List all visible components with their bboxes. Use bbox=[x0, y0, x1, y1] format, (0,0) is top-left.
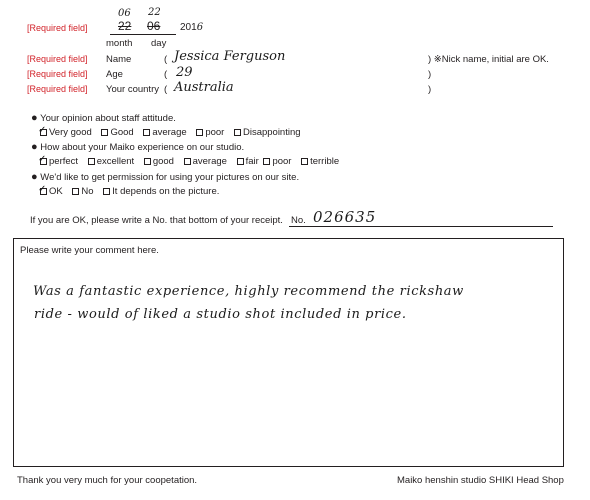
comment-box[interactable] bbox=[13, 238, 564, 467]
q2-option-excellent[interactable]: excellent bbox=[88, 156, 135, 167]
name-label: Name bbox=[106, 54, 132, 65]
country-value[interactable]: Australia bbox=[174, 80, 234, 95]
date-year bbox=[180, 22, 203, 33]
q3-checkbox-depends[interactable] bbox=[103, 188, 110, 195]
country-label: Your country bbox=[106, 84, 159, 95]
q2-option-good[interactable]: good bbox=[144, 156, 174, 167]
comment-line-1[interactable]: Was a fantastic experience, highly recommend the rickshaw bbox=[33, 284, 464, 299]
country-close-paren: ) bbox=[428, 84, 432, 95]
q3-checkbox-ok[interactable] bbox=[38, 184, 47, 195]
q2-option-terrible[interactable]: terrible bbox=[301, 156, 339, 167]
required-label-country: [Required field] bbox=[27, 84, 88, 94]
q2-option-perfect[interactable]: ✓ perfect bbox=[38, 154, 79, 167]
receipt-no-value[interactable]: 026635 bbox=[313, 208, 377, 226]
month-label: month bbox=[106, 38, 133, 49]
q3-question bbox=[31, 171, 299, 183]
q1-checkbox-poor[interactable] bbox=[196, 129, 203, 136]
q2-options bbox=[40, 156, 346, 167]
q1-option-poor[interactable]: poor bbox=[196, 127, 224, 138]
comment-prompt: Please write your comment here. bbox=[20, 245, 159, 256]
name-note: ) ※Nick name, initial are OK. bbox=[428, 54, 549, 65]
q1-options bbox=[40, 127, 308, 138]
age-close-paren: ) bbox=[428, 69, 432, 80]
q3-option-no[interactable]: No bbox=[72, 186, 93, 197]
day-label: day bbox=[151, 38, 167, 49]
q1-option-good[interactable]: Good bbox=[101, 127, 133, 138]
q2-checkbox-excellent[interactable] bbox=[88, 158, 95, 165]
q1-checkbox-average[interactable] bbox=[143, 129, 150, 136]
q1-check-mark: ✓ bbox=[38, 125, 47, 136]
date-day-printed: 06 bbox=[147, 19, 161, 33]
q1-checkbox-very-good[interactable] bbox=[38, 125, 47, 136]
required-label-age: [Required field] bbox=[27, 69, 88, 79]
age-open-paren: ( bbox=[164, 69, 168, 80]
receipt-instruction: If you are OK, please write a No. that bottom of your receipt. bbox=[30, 215, 283, 226]
q1-option-disappointing[interactable]: Disappointing bbox=[234, 127, 301, 138]
q3-bullet: ● bbox=[31, 171, 38, 183]
footer-thanks: Thank you very much for your coopetation. bbox=[17, 475, 198, 486]
country-open-paren: ( bbox=[164, 84, 168, 95]
q2-question bbox=[31, 141, 244, 153]
required-label-name: [Required field] bbox=[27, 54, 88, 64]
date-day-written: 22 bbox=[148, 7, 161, 18]
q1-bullet: ● bbox=[31, 112, 38, 124]
q2-checkbox-average[interactable] bbox=[184, 158, 191, 165]
name-open-paren: ( bbox=[164, 54, 168, 65]
q1-question-text: Your opinion about staff attitude. bbox=[40, 113, 176, 124]
q1-checkbox-good[interactable] bbox=[101, 129, 108, 136]
q3-checkbox-no[interactable] bbox=[72, 188, 79, 195]
q2-checkbox-perfect[interactable] bbox=[38, 154, 47, 165]
q1-option-very-good[interactable]: ✓ Very good bbox=[38, 125, 92, 138]
q3-option-ok[interactable]: ✓ OK bbox=[38, 184, 63, 197]
q2-checkbox-fair[interactable] bbox=[237, 158, 244, 165]
q3-option-depends[interactable]: It depends on the picture. bbox=[103, 186, 219, 197]
q3-check-mark: ✓ bbox=[38, 184, 47, 195]
q2-checkbox-poor[interactable] bbox=[263, 158, 270, 165]
age-value[interactable]: 29 bbox=[176, 65, 193, 80]
q1-checkbox-disappointing[interactable] bbox=[234, 129, 241, 136]
q2-bullet: ● bbox=[31, 141, 38, 153]
q2-option-poor[interactable]: poor bbox=[263, 156, 291, 167]
date-year-printed: 201 bbox=[180, 22, 197, 33]
age-label: Age bbox=[106, 69, 123, 80]
receipt-underline bbox=[289, 226, 553, 227]
q2-question-text: How about your Maiko experience on our studio. bbox=[40, 142, 245, 153]
q2-checkbox-terrible[interactable] bbox=[301, 158, 308, 165]
q3-question-text: We'd like to get permission for using your pictures on our site. bbox=[40, 172, 300, 183]
required-label-date: [Required field] bbox=[27, 23, 88, 33]
date-underline bbox=[110, 34, 176, 35]
footer-shop-name: Maiko henshin studio SHIKI Head Shop bbox=[397, 475, 564, 486]
q2-checkbox-good[interactable] bbox=[144, 158, 151, 165]
receipt-no-label: No. bbox=[291, 215, 306, 226]
q3-options bbox=[40, 186, 226, 197]
date-month-written: 06 bbox=[118, 8, 131, 19]
q1-question bbox=[31, 112, 176, 124]
q2-option-average[interactable]: average bbox=[184, 156, 227, 167]
name-value[interactable]: Jessica Ferguson bbox=[174, 49, 286, 64]
comment-line-2[interactable]: ride - would of liked a studio shot included in price. bbox=[34, 307, 407, 322]
q2-check-mark: ✓ bbox=[38, 154, 47, 165]
q2-option-fair[interactable]: fair bbox=[237, 156, 259, 167]
q1-option-average[interactable]: average bbox=[143, 127, 186, 138]
date-year-written: 6 bbox=[196, 22, 204, 33]
date-month-printed: 22 bbox=[118, 19, 132, 33]
